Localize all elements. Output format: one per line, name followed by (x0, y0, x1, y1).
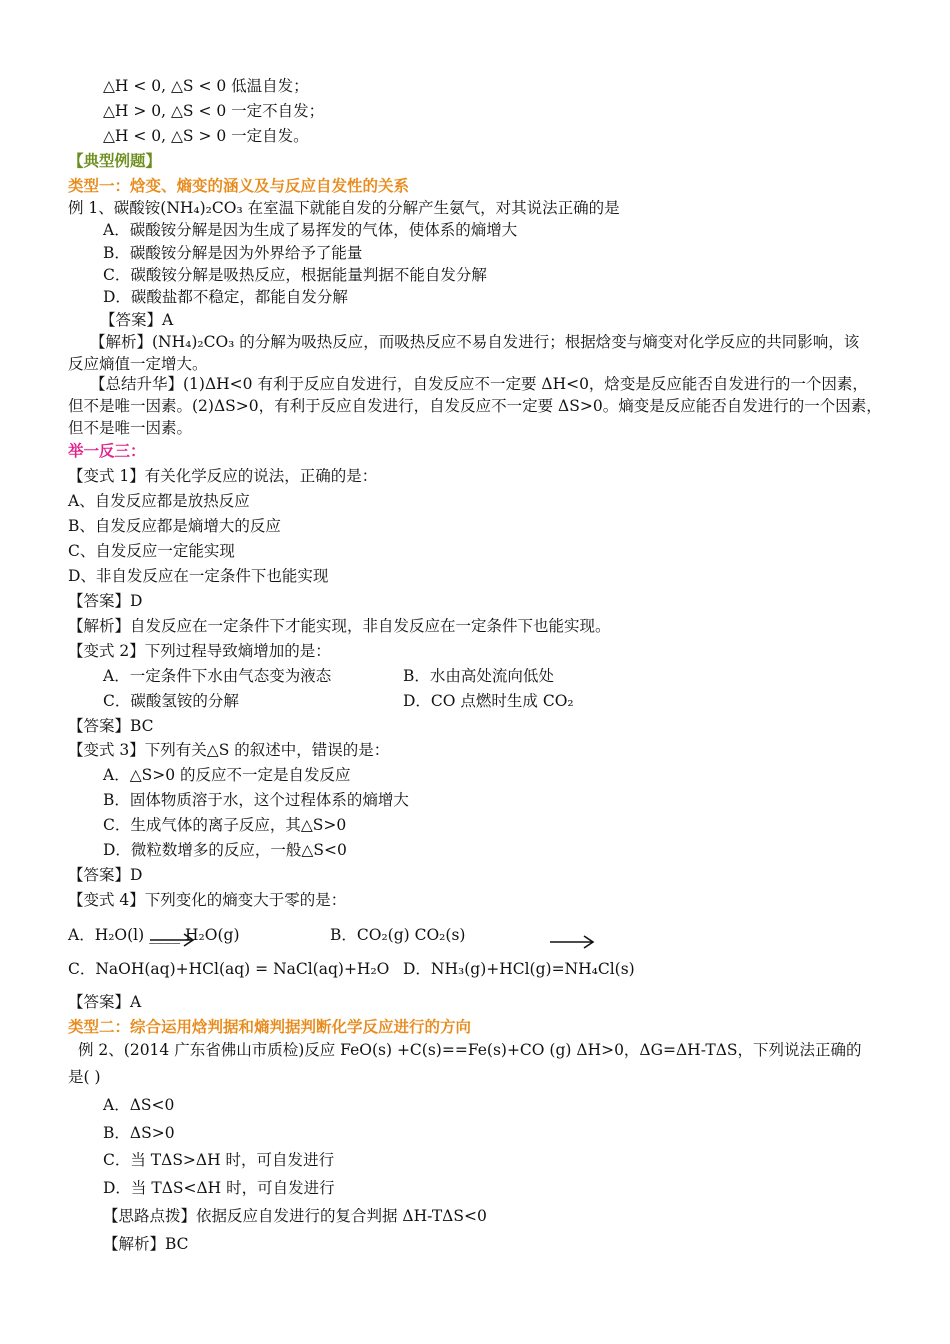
option-b: B．CO₂(g) CO₂(s) (330, 926, 466, 944)
answer: 【答案】D (68, 866, 143, 884)
option-c: C．碳酸氢铵的分解 (103, 692, 239, 710)
option-a: A．一定条件下水由气态变为液态 (103, 667, 332, 685)
option-b: B．碳酸铵分解是因为外界给予了能量 (103, 244, 363, 262)
option-b: B．ΔS>0 (103, 1124, 175, 1142)
variant-1: 【变式 1】有关化学反应的说法，正确的是： (68, 467, 378, 485)
option-d: D．NH₃(g)+HCl(g)=NH₄Cl(s) (403, 960, 635, 978)
text-line: △H > 0, △S < 0 一定不自发； (103, 102, 325, 120)
option-b: B、自发反应都是熵增大的反应 (68, 517, 281, 535)
option-c: C．NaOH(aq)+HCl(aq) = NaCl(aq)+H₂O (68, 960, 390, 978)
text-line: △H < 0, △S > 0 一定自发。 (103, 127, 309, 145)
summary-cont: 但不是唯一因素。(2)ΔS>0，有利于反应自发进行，自发反应不一定要 ΔS>0。熵变是反应能否自发进行的一个因素， (68, 397, 882, 415)
variant-3: 【变式 3】下列有关△S 的叙述中，错误的是： (68, 741, 390, 759)
summary-cont: 但不是唯一因素。 (68, 419, 193, 437)
analysis: 【解析】BC (103, 1235, 189, 1253)
question-stem-cont: 是( ) (68, 1068, 101, 1086)
section-heading: 【典型例题】 (68, 152, 162, 170)
option-a: A．H₂O(l) ____ H₂O(g) (68, 926, 240, 944)
option-a: A．碳酸铵分解是因为生成了易挥发的气体，使体系的熵增大 (103, 221, 518, 239)
type-heading: 类型二：综合运用焓判据和熵判据判断化学反应进行的方向 (68, 1018, 472, 1036)
option-c: C．当 TΔS>ΔH 时，可自发进行 (103, 1151, 335, 1169)
variant-4: 【变式 4】下列变化的熵变大于零的是： (68, 891, 347, 909)
question-stem: 例 1、碳酸铵(NH₄)₂CO₃ 在室温下就能自发的分解产生氨气，对其说法正确的是 (68, 199, 620, 217)
option-b: B．固体物质溶于水，这个过程体系的熵增大 (103, 791, 409, 809)
answer: 【答案】D (68, 592, 143, 610)
reaction-arrow-icon (550, 934, 596, 950)
option-d: D．当 TΔS<ΔH 时，可自发进行 (103, 1179, 335, 1197)
option-c: C．生成气体的离子反应，其△S>0 (103, 816, 347, 834)
option-c: C、自发反应一定能实现 (68, 542, 235, 560)
summary: 【总结升华】(1)ΔH<0 有利于反应自发进行，自发反应不一定要 ΔH<0，焓变是反应能否自发进行的一个因素， (90, 375, 868, 393)
option-d: D．碳酸盐都不稳定，都能自发分解 (103, 288, 348, 306)
question-stem: 例 2、(2014 广东省佛山市质检)反应 FeO(s) +C(s)==Fe(s)+CO (g) ΔH>0，ΔG=ΔH-TΔS，下列说法正确的 (78, 1041, 862, 1059)
answer: 【答案】A (100, 311, 174, 329)
answer: 【答案】A (68, 993, 142, 1011)
option-a: A．△S>0 的反应不一定是自发反应 (103, 766, 351, 784)
analysis: 【解析】自发反应在一定条件下才能实现，非自发反应在一定条件下也能实现。 (68, 617, 611, 635)
option-a: A．ΔS<0 (103, 1096, 175, 1114)
text-line: △H < 0, △S < 0 低温自发； (103, 77, 309, 95)
option-b: B．水由高处流向低处 (403, 667, 554, 685)
option-d: D．CO 点燃时生成 CO₂ (403, 692, 574, 710)
type-heading: 类型一：焓变、熵变的涵义及与反应自发性的关系 (68, 177, 410, 195)
option-c: C．碳酸铵分解是吸热反应，根据能量判据不能自发分解 (103, 266, 487, 284)
reaction-arrow-icon (150, 932, 196, 948)
option-d: D、非自发反应在一定条件下也能实现 (68, 567, 329, 585)
option-d: D．微粒数增多的反应，一般△S<0 (103, 841, 347, 859)
option-a: A、自发反应都是放热反应 (68, 492, 250, 510)
analysis-cont: 反应熵值一定增大。 (68, 355, 208, 373)
analysis: 【解析】(NH₄)₂CO₃ 的分解为吸热反应，而吸热反应不易自发进行；根据焓变与熵变对化学反应的共同影响，该 (90, 333, 860, 351)
answer: 【答案】BC (68, 717, 154, 735)
variant-2: 【变式 2】下列过程导致熵增加的是： (68, 642, 331, 660)
practice-heading: 举一反三： (68, 442, 146, 460)
hint: 【思路点拨】依据反应自发进行的复合判据 ΔH-TΔS<0 (103, 1207, 487, 1225)
